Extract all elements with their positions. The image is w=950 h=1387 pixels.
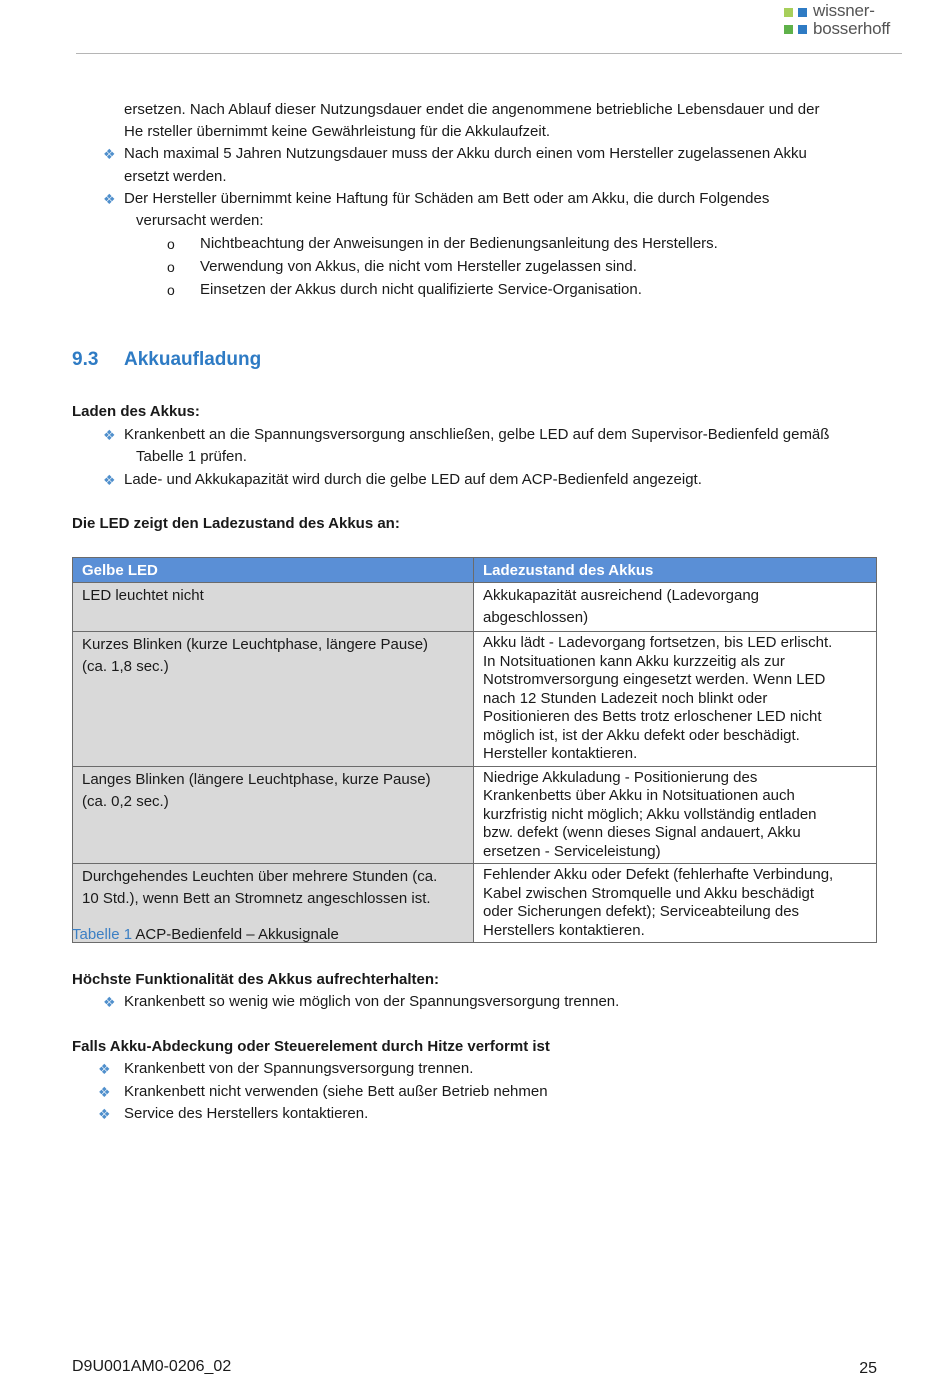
logo-square-4 — [798, 25, 807, 34]
table-cell — [474, 766, 877, 864]
intro-text: ersetzen. Nach Ablauf dieser Nutzungsdauer endet die angenommene betriebliche Lebensdauer und der — [124, 101, 820, 118]
circle-bullet-icon: o — [167, 259, 175, 275]
cell-line: Akku lädt - Ladevorgang fortsetzen, bis LED erlischt. — [483, 634, 833, 651]
cell-line: Notstromversorgung eingesetzt werden. Wenn LED — [483, 671, 826, 688]
bullet-text: Lade- und Akkukapazität wird durch die gelbe LED auf dem ACP-Bedienfeld angezeigt. — [124, 471, 702, 488]
diamond-bullet-icon: ❖ — [103, 191, 116, 207]
logo-text-line1: wissner- — [813, 1, 875, 20]
cell-line: Hersteller kontaktieren. — [483, 745, 638, 762]
bullet-text: Service des Herstellers kontaktieren. — [124, 1105, 369, 1122]
table-cell — [474, 632, 877, 767]
table-cell — [474, 583, 877, 632]
bullet-text: verursacht werden: — [136, 212, 264, 229]
cell-line: Durchgehendes Leuchten über mehrere Stunden (ca. — [82, 868, 438, 885]
document-id: D9U001AM0-0206_02 — [72, 1358, 232, 1375]
logo-square-3 — [784, 25, 793, 34]
diamond-bullet-icon: ❖ — [98, 1061, 111, 1077]
table-cell — [73, 766, 474, 864]
table-row — [73, 766, 877, 864]
diamond-bullet-icon: ❖ — [103, 427, 116, 443]
cell-line: oder Sicherungen defekt); Serviceabteilung des — [483, 903, 800, 920]
cell-line: ersetzen - Serviceleistung) — [483, 842, 661, 860]
table-caption-text: ACP-Bedienfeld – Akkusignale — [132, 926, 339, 943]
diamond-bullet-icon: ❖ — [98, 1084, 111, 1100]
diamond-bullet-icon: ❖ — [103, 994, 116, 1010]
bullet-text: Krankenbett an die Spannungsversorgung anschließen, gelbe LED auf dem Supervisor-Bedienfeld gemäß — [124, 426, 830, 443]
bullet-text: Krankenbett so wenig wie möglich von der Spannungsversorgung trennen. — [124, 993, 620, 1010]
cell-line: Kurzes Blinken (kurze Leuchtphase, längere Pause) — [82, 636, 429, 653]
bullet-text: Krankenbett von der Spannungsversorgung trennen. — [124, 1060, 474, 1077]
bullet-text: Nach maximal 5 Jahren Nutzungsdauer muss der Akku durch einen vom Hersteller zugelassenen Akku — [124, 145, 807, 162]
cell-line: Herstellers kontaktieren. — [483, 921, 645, 939]
cell-line: kurzfristig nicht möglich; Akku vollständig entladen — [483, 805, 817, 823]
cell-line: Langes Blinken (längere Leuchtphase, kurze Pause) — [82, 770, 431, 788]
table-cell — [73, 632, 474, 767]
bullet-text: Krankenbett nicht verwenden (siehe Bett außer Betrieb nehmen — [124, 1083, 548, 1100]
subheading-funktion: Höchste Funktionalität des Akkus aufrechterhalten: — [72, 971, 440, 988]
table-caption — [72, 925, 339, 945]
circle-bullet-icon: o — [167, 236, 175, 252]
cell-line: bzw. defekt (wenn dieses Signal andauert, Akku — [483, 824, 801, 841]
cell-line: Positionieren des Betts trotz erloschener LED nicht — [483, 708, 822, 725]
table-cell — [73, 583, 474, 632]
bullet-text: Tabelle 1 prüfen. — [136, 448, 247, 465]
cell-line: LED leuchtet nicht — [82, 587, 204, 604]
table-row — [73, 632, 877, 767]
diamond-bullet-icon: ❖ — [103, 472, 116, 488]
cell-line: Niedrige Akkuladung - Positionierung des — [483, 768, 758, 786]
header-divider — [76, 53, 902, 54]
sub-bullet-text: Verwendung von Akkus, die nicht vom Hersteller zugelassen sind. — [200, 258, 637, 275]
led-status-table — [72, 557, 877, 943]
cell-line: möglich ist, ist der Akku defekt oder beschädigt. — [483, 726, 800, 744]
logo-text-line2: bosserhoff — [813, 19, 891, 38]
table-header: Gelbe LED — [73, 558, 474, 583]
subheading-led: Die LED zeigt den Ladezustand des Akkus an: — [72, 515, 400, 532]
circle-bullet-icon: o — [167, 282, 175, 298]
cell-line: Akkukapazität ausreichend (Ladevorgang — [483, 587, 760, 604]
cell-line: Krankenbetts über Akku in Notsituationen auch — [483, 787, 795, 804]
table-header: Ladezustand des Akkus — [474, 558, 877, 583]
table-row — [73, 583, 877, 632]
logo-square-2 — [798, 8, 807, 17]
company-logo — [776, 2, 896, 42]
diamond-bullet-icon: ❖ — [103, 146, 116, 162]
cell-line: (ca. 0,2 sec.) — [82, 792, 169, 810]
page-number: 25 — [859, 1360, 877, 1377]
table-caption-label: Tabelle 1 — [72, 926, 133, 943]
section-number: 9.3 — [72, 349, 99, 370]
logo-square-1 — [784, 8, 793, 17]
table-cell — [474, 864, 877, 943]
cell-line: nach 12 Stunden Ladezeit noch blinkt oder — [483, 689, 768, 707]
sub-bullet-text: Nichtbeachtung der Anweisungen in der Bedienungsanleitung des Herstellers. — [200, 235, 718, 252]
cell-line: (ca. 1,8 sec.) — [82, 658, 169, 675]
diamond-bullet-icon: ❖ — [98, 1106, 111, 1122]
bullet-text: Der Hersteller übernimmt keine Haftung für Schäden am Bett oder am Akku, die durch Folgendes — [124, 190, 770, 207]
subheading-laden: Laden des Akkus: — [72, 403, 200, 420]
intro-text: He rsteller übernimmt keine Gewährleistung für die Akkulaufzeit. — [124, 123, 551, 140]
section-title: Akkuaufladung — [124, 349, 262, 370]
cell-line: 10 Std.), wenn Bett an Stromnetz angeschlossen ist. — [82, 890, 431, 907]
subheading-hitze: Falls Akku-Abdeckung oder Steuerelement durch Hitze verformt ist — [72, 1038, 550, 1055]
cell-line: Fehlender Akku oder Defekt (fehlerhafte Verbindung, — [483, 866, 834, 883]
sub-bullet-text: Einsetzen der Akkus durch nicht qualifizierte Service-Organisation. — [200, 281, 642, 298]
cell-line: Kabel zwischen Stromquelle und Akku beschädigt — [483, 884, 815, 902]
cell-line: abgeschlossen) — [483, 609, 589, 626]
cell-line: In Notsituationen kann Akku kurzzeitig als zur — [483, 652, 785, 670]
bullet-text: ersetzt werden. — [124, 168, 227, 185]
